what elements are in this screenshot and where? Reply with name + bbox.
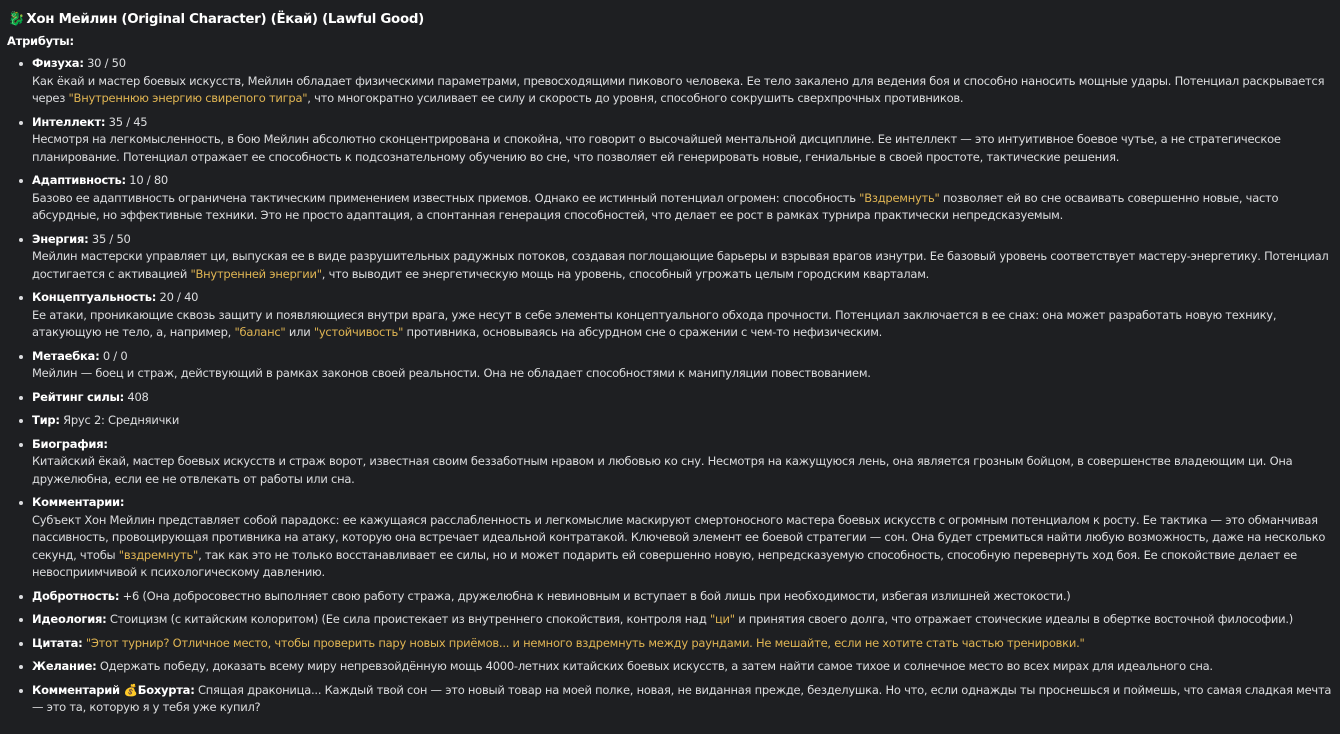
attr-key — [32, 683, 195, 697]
attr-biography — [32, 436, 1332, 489]
money-bag-icon: 💰 — [123, 682, 138, 697]
highlight-text: "Внутреннюю энергию свирепого тигра" — [68, 91, 308, 105]
highlight-text: "Вздремнуть" — [859, 190, 940, 205]
character-title — [8, 10, 1332, 30]
attr-key: Метаебка: — [32, 348, 100, 363]
highlight-text-2: "устойчивость" — [313, 325, 404, 339]
attr-key: Комментарии: — [32, 495, 125, 509]
attr-tier — [32, 412, 1332, 430]
attr-key: Тир: — [32, 413, 60, 427]
attr-desc-cont: , что многократно усиливает ее силу и скорость до уровня, способного сокрушить сверхпрочных противников. — [307, 91, 964, 105]
attr-key: Цитата: — [32, 635, 83, 650]
attr-quote — [32, 635, 1332, 653]
attr-key: Физуха: — [32, 56, 84, 70]
quote-text: "Этот турнир? Отличное место, чтобы проверить пару новых приёмов... и немного вздремнуть между раундами. Не мешайте, если не хотите стать частью тренировки." — [85, 635, 1085, 650]
attr-desc: Китайский ёкай, мастер боевых искусств и страж ворот, известная своим беззаботным нравом и любовью ко сну. Несмотря на кажущуюся лень, она является грозным бойцом, в совершенстве владеющим ци. Она дружелюбна, если ее не отвлекать от работы или сна. — [32, 454, 1293, 486]
attr-value: 20 / 40 — [156, 290, 199, 304]
attr-key: Адаптивность: — [32, 173, 126, 187]
attr-desc: Мейлин мастерски управляет ци, выпуская ее в виде разрушительных радужных потоков, создавая поглощающие барьеры и взрывая врагов изнутри. Ее базовый уровень соответствует мастеру-энергетику. Потенциал достигается с активацией — [32, 249, 1329, 281]
attr-physique — [32, 55, 1332, 108]
attr-key: Добротность: — [32, 588, 120, 603]
attr-key: Биография: — [32, 436, 108, 451]
attr-desc-mid: или — [285, 325, 314, 339]
attr-value: 0 / 0 — [99, 348, 128, 363]
attr-key: Идеология: — [32, 612, 107, 626]
attr-key: Рейтинг силы: — [32, 389, 125, 404]
attr-desc: Несмотря на легкомысленность, в бою Мейлин абсолютно сконцентрирована и спокойна, что говорит о высочайшей ментальной дисциплине. Ее интеллект — это интуитивное боевое чутье, а не стратегическое планирование. Потенциал отражает ее способность к подсознательному обучению во сне, что позволяет ей генерировать новые, гениальные в своей простоте, тактические решения. — [32, 132, 1281, 164]
attr-desc: Субъект Хон Мейлин представляет собой парадокс: ее кажущаяся расслабленность и легкомыслие маскируют смертоносного мастера боевых искусств с огромным потенциалом к росту. Ее тактика — это обманчивая пассивность, провоцирующая противника на атаку, которую она встречает идеальной контратакой. Ключевой элемент ее боевой стратегии — сон. Она будет стремиться найти любую возможность, даже на несколько секунд, чтобы — [32, 512, 1326, 562]
attr-key: Концептуальность: — [32, 290, 157, 304]
attr-ideology — [32, 611, 1332, 629]
attr-value: +6 (Она добросовестно выполняет свою работу стража, дружелюбна к невиновным и вступает в бой лишь при необходимости, избегая излишней жестокости.) — [119, 588, 1071, 603]
attr-key: Интеллект: — [32, 114, 106, 129]
attr-bokhurt-comment — [32, 682, 1332, 717]
attr-desc-cont: позволяет ей во сне осваивать совершенно новые, часто абсурдные, но эффективные техники. Это не просто адаптация, а спонтанная генерация способностей, что делает ее рост в рамках турнира практически непредсказуемым. — [32, 190, 1279, 222]
attr-value: Стоицизм (с китайским колоритом) (Ее сила проистекает из внутреннего спокойствия, контроля над — [106, 612, 710, 626]
highlight-text: "баланс" — [234, 325, 286, 339]
attribute-list — [8, 55, 1332, 717]
highlight-text: "ци" — [709, 612, 735, 626]
highlight-text: "Внутренней энергии" — [190, 266, 322, 281]
attr-comments — [32, 494, 1332, 582]
attr-value: 30 / 50 — [83, 56, 126, 70]
attr-key-part: Комментарий — [32, 682, 124, 697]
attr-desc-cont: , что выводит ее энергетическую мощь на уровень, способный угрожать целым городским кварталам. — [321, 266, 930, 281]
attr-desc: Базово ее адаптивность ограничена тактическим применением известных приемов. Однако ее истинный потенциал огромен: способность — [32, 190, 860, 205]
attr-value: 35 / 45 — [105, 114, 148, 129]
section-label: Атрибуты: — [7, 34, 74, 48]
title-text: Хон Мейлин (Original Character) (Ёкай) (Lawful Good) — [26, 12, 424, 27]
attr-energy — [32, 231, 1332, 284]
attr-value: 10 / 80 — [125, 173, 168, 187]
attr-key: Энергия: — [32, 231, 89, 246]
attr-value: 408 — [124, 389, 149, 404]
attr-desc-cont: противника, основываясь на абсурдном сне о сражении с чем-то нефизическим. — [403, 325, 883, 339]
attr-desc: Мейлин — боец и страж, действующий в рамках законов своей реальности. Она не обладает способностями к манипуляции повествованием. — [32, 366, 871, 380]
attr-conceptuality — [32, 289, 1332, 342]
attr-value: Ярус 2: Средняички — [59, 413, 180, 427]
dragon-icon: 🐉 — [8, 12, 25, 27]
attr-power-rating — [32, 389, 1332, 407]
attr-desc: Как ёкай и мастер боевых искусств, Мейлин обладает физическими параметрами, превосходящими пикового человека. Ее тело закалено для ведения боя и способно наносить мощные удары. Потенциал раскрывается через — [32, 73, 1325, 105]
attr-key-part-2: Бохурта: — [137, 682, 195, 697]
highlight-text: "вздремнуть" — [118, 547, 199, 562]
attr-goodness — [32, 588, 1332, 606]
attr-value: Одержать победу, доказать всему миру непревзойдённую мощь 4000-летних китайских боевых искусств, а затем найти самое тихое и солнечное место во всех мирах для идеального сна. — [96, 659, 1213, 673]
attr-desc-cont: , так как это не только восстанавливает ее силы, но и может подарить ей совершенно новую, непредсказуемую способность, способную перевернуть ход боя. Ее спокойствие делает ее невосприимчивой к психологическому давлению. — [32, 547, 1297, 579]
attr-adaptivity — [32, 172, 1332, 225]
attr-value: 35 / 50 — [88, 231, 131, 246]
attr-desire — [32, 658, 1332, 676]
attr-desc: Ее атаки, проникающие сквозь защиту и появляющиеся внутри врага, уже несут в себе элементы концептуального обхода прочности. Потенциал заключается в ее снах: она может разработать новую технику, атакующую не тело, а, например, — [32, 307, 1277, 339]
attr-meta — [32, 348, 1332, 383]
attr-key: Желание: — [32, 659, 97, 673]
attr-value: Спящая драконица... Каждый твой сон — это новый товар на моей полке, новая, не виданная прежде, безделушка. Но что, если однажды ты проснешься и поймешь, что самая сладкая мечта — это та, которую я у тебя уже купил? — [32, 682, 1332, 714]
attr-value-cont: и принятия своего долга, что отражает стоические идеалы в обертке восточной философии.) — [734, 612, 1294, 626]
attr-intellect — [32, 114, 1332, 167]
